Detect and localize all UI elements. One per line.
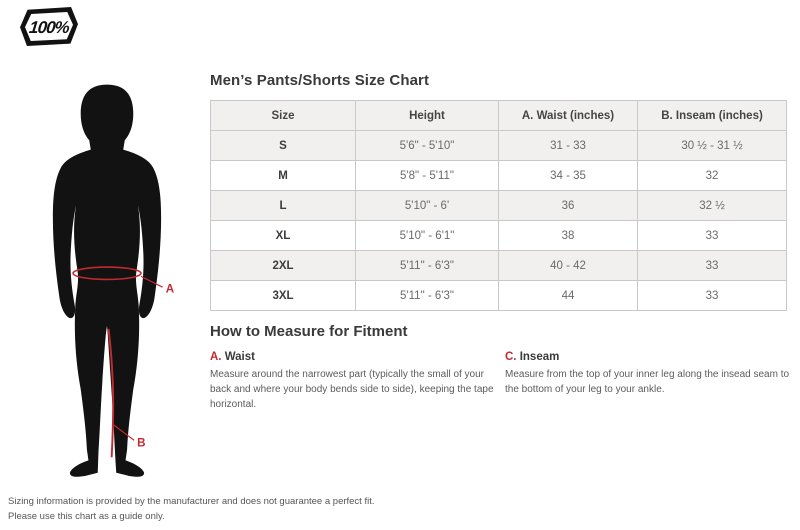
cell-size: 2XL	[211, 251, 356, 281]
table-row	[211, 131, 787, 161]
cell-height: 5'11" - 6'3"	[356, 251, 499, 281]
measure-name: Inseam	[519, 351, 560, 363]
measure-item-heading	[210, 351, 503, 363]
cell-height: 5'6" - 5'10"	[356, 131, 499, 161]
disclaimer	[8, 495, 375, 524]
cell-size: L	[211, 191, 356, 221]
table-row	[211, 161, 787, 191]
table-row	[211, 191, 787, 221]
cell-height: 5'10" - 6'	[356, 191, 499, 221]
cell-inseam: 30 ½ - 31 ½	[638, 131, 787, 161]
logo-text: 100%	[28, 17, 70, 37]
cell-height: 5'11" - 6'3"	[356, 281, 499, 311]
cell-inseam: 32 ½	[638, 191, 787, 221]
cell-inseam: 33	[638, 221, 787, 251]
column-header-waist: A. Waist (inches)	[499, 101, 638, 131]
measure-letter: A.	[210, 351, 222, 363]
male-silhouette	[53, 85, 161, 477]
figure-label-a: A	[165, 283, 175, 296]
cell-waist: 36	[499, 191, 638, 221]
measure-item-inseam	[505, 351, 798, 397]
measure-description: Measure around the narrowest part (typically the small of your back and where your body bends side to side), keeping the tape horizontal.	[210, 369, 494, 410]
cell-height: 5'8" - 5'11"	[356, 161, 499, 191]
cell-size: XL	[211, 221, 356, 251]
measure-name: Waist	[224, 351, 255, 363]
figure-label-b: B	[137, 437, 146, 450]
table-row	[211, 251, 787, 281]
measure-letter: C.	[505, 351, 517, 363]
table-row	[211, 221, 787, 251]
brand-logo	[20, 7, 78, 46]
table-row	[211, 281, 787, 311]
measure-description: Measure from the top of your inner leg along the insead seam to the bottom of your leg to your ankle.	[505, 369, 790, 395]
column-header-size: Size	[211, 101, 356, 131]
cell-height: 5'10" - 6'1"	[356, 221, 499, 251]
size-chart-title: Men’s Pants/Shorts Size Chart	[210, 72, 430, 89]
measure-section-title: How to Measure for Fitment	[210, 323, 408, 340]
cell-size: M	[211, 161, 356, 191]
cell-waist: 38	[499, 221, 638, 251]
disclaimer-line-2: Please use this chart as a guide only.	[8, 510, 165, 522]
cell-size: S	[211, 131, 356, 161]
measurement-figure	[28, 80, 186, 482]
table-header-row	[211, 101, 787, 131]
measure-item-waist	[210, 351, 503, 412]
cell-waist: 40 - 42	[499, 251, 638, 281]
size-table	[210, 100, 787, 311]
cell-waist: 34 - 35	[499, 161, 638, 191]
cell-inseam: 33	[638, 251, 787, 281]
column-header-inseam: B. Inseam (inches)	[638, 101, 787, 131]
cell-waist: 44	[499, 281, 638, 311]
column-header-height: Height	[356, 101, 499, 131]
disclaimer-line-1: Sizing information is provided by the manufacturer and does not guarantee a perfect fit.	[8, 496, 375, 507]
cell-inseam: 32	[638, 161, 787, 191]
cell-waist: 31 - 33	[499, 131, 638, 161]
measure-item-heading	[505, 351, 798, 363]
cell-size: 3XL	[211, 281, 356, 311]
cell-inseam: 33	[638, 281, 787, 311]
